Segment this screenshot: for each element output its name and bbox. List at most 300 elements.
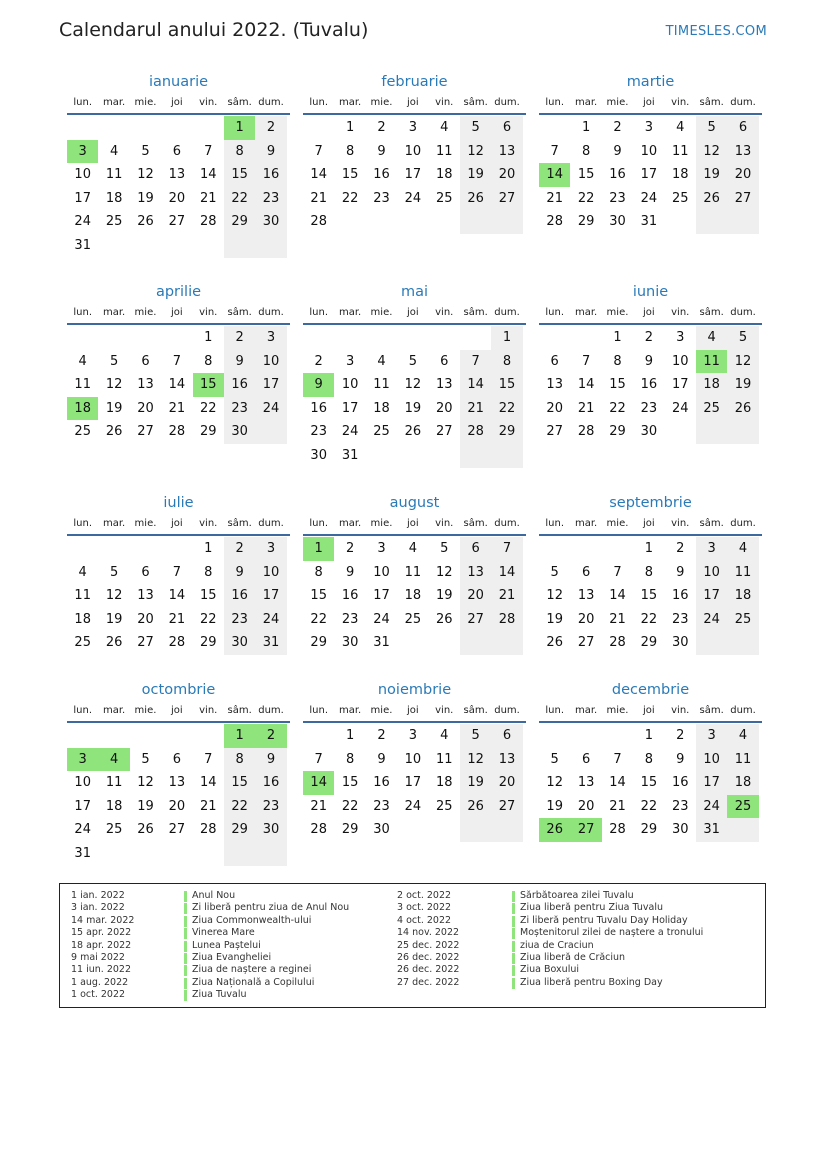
- legend-holiday-marker: [512, 916, 515, 927]
- day-grid: [303, 724, 526, 842]
- day-cell: 4: [440, 120, 449, 135]
- day-cell: 7: [491, 537, 522, 561]
- empty-day-cell: [255, 234, 286, 258]
- day-cell: 4: [408, 541, 417, 556]
- day-cell: 4: [98, 748, 129, 772]
- day-cell: 9: [255, 140, 286, 164]
- day-cell: 18: [435, 775, 453, 791]
- empty-day-cell: [161, 724, 192, 748]
- day-cell: 6: [172, 143, 181, 159]
- legend-holiday-name: Lunea Paștelui: [192, 939, 261, 951]
- month-noiembrie: [303, 679, 526, 842]
- legend-date: 25 dec. 2022: [397, 939, 460, 951]
- legend-holiday-marker: [184, 953, 187, 964]
- day-cell: 11: [373, 377, 390, 393]
- day-grid: [67, 537, 290, 655]
- month-name: ianuarie: [148, 74, 209, 90]
- weekday-label: joi: [407, 97, 419, 108]
- day-cell: 20: [491, 771, 522, 795]
- weekday-label: mar.: [102, 97, 126, 108]
- day-cell: 15: [199, 588, 217, 604]
- day-cell: 19: [696, 163, 727, 187]
- day-cell: 19: [137, 190, 154, 206]
- day-cell: 1: [581, 120, 591, 135]
- legend-holiday-marker: [184, 916, 187, 927]
- day-cell: 13: [137, 377, 154, 393]
- day-cell: 28: [310, 214, 327, 230]
- weekday-header: [67, 93, 290, 115]
- day-cell: 12: [696, 140, 727, 164]
- empty-day-cell: [193, 724, 224, 748]
- day-cell: 6: [460, 537, 491, 561]
- day-cell: 16: [640, 377, 658, 393]
- weekday-label: sâm.: [463, 307, 488, 318]
- legend-date: 27 dec. 2022: [397, 976, 460, 988]
- weekday-label: mar.: [574, 518, 598, 529]
- day-cell: 12: [727, 350, 758, 374]
- day-cell: 5: [141, 143, 150, 159]
- day-cell: 28: [199, 822, 217, 838]
- month-name: mai: [400, 284, 429, 300]
- legend-holiday-name: Ziua liberă de Crăciun: [520, 952, 626, 963]
- day-cell: 31: [255, 631, 286, 655]
- legend-date: 11 iun. 2022: [71, 964, 132, 976]
- weekday-label: joi: [407, 705, 419, 716]
- day-cell: 18: [105, 190, 123, 206]
- day-cell: 30: [671, 635, 689, 651]
- day-cell: 2: [676, 728, 685, 743]
- day-cell: 21: [546, 190, 563, 206]
- page-title: Calendarul anului 2022. (Tuvalu): [59, 19, 369, 41]
- weekday-header: [539, 701, 762, 723]
- day-cell: 30: [255, 818, 286, 842]
- day-cell: 12: [435, 564, 453, 580]
- day-cell: 8: [644, 564, 653, 580]
- day-cell: 19: [404, 400, 422, 416]
- day-cell: 14: [303, 771, 334, 795]
- day-grid: [67, 326, 290, 444]
- day-grid: [67, 116, 290, 258]
- empty-day-cell: [303, 724, 334, 748]
- day-cell: 21: [168, 400, 186, 416]
- day-cell: 22: [341, 798, 359, 814]
- day-cell: 21: [199, 190, 217, 206]
- weekday-label: mar.: [338, 97, 362, 108]
- day-cell: 7: [613, 751, 622, 767]
- legend-holiday-marker: [512, 978, 515, 989]
- day-cell: 24: [74, 822, 91, 838]
- weekday-label: lun.: [309, 705, 329, 716]
- day-cell: 26: [435, 611, 453, 627]
- day-cell: 24: [74, 214, 91, 230]
- day-cell: 25: [435, 798, 453, 814]
- day-cell: 13: [460, 561, 491, 585]
- day-cell: 19: [546, 798, 563, 814]
- day-cell: 9: [377, 751, 386, 767]
- day-cell: 22: [224, 187, 255, 211]
- day-cell: 12: [460, 140, 491, 164]
- weekday-label: sâm.: [699, 518, 724, 529]
- day-cell: 16: [224, 584, 255, 608]
- day-cell: 2: [255, 116, 286, 140]
- weekday-label: joi: [171, 97, 183, 108]
- empty-day-cell: [696, 210, 727, 234]
- day-cell: 23: [671, 611, 689, 627]
- site-logo-text[interactable]: TIMESLES.COM: [665, 24, 767, 39]
- day-cell: 20: [546, 400, 563, 416]
- day-cell: 10: [671, 353, 689, 369]
- empty-day-cell: [429, 326, 460, 350]
- weekday-label: vin.: [671, 518, 690, 529]
- day-cell: 12: [546, 588, 563, 604]
- empty-day-cell: [491, 631, 522, 655]
- empty-day-cell: [429, 631, 460, 655]
- legend-holiday-marker: [512, 928, 515, 939]
- day-cell: 29: [577, 214, 595, 230]
- day-cell: 23: [671, 798, 689, 814]
- day-cell: 7: [314, 143, 323, 159]
- day-cell: 11: [435, 751, 453, 767]
- legend-holiday-marker: [512, 903, 515, 914]
- empty-day-cell: [161, 116, 192, 140]
- day-cell: 17: [74, 798, 91, 814]
- day-cell: 17: [696, 584, 727, 608]
- day-cell: 15: [640, 588, 658, 604]
- day-cell: 18: [696, 373, 727, 397]
- legend-holiday-name: Zi liberă pentru ziua de Anul Nou: [192, 902, 350, 914]
- day-cell: 30: [224, 420, 255, 444]
- empty-day-cell: [303, 116, 334, 140]
- legend-date: 3 oct. 2022: [397, 902, 452, 914]
- day-cell: 5: [550, 751, 559, 767]
- month-name: noiembrie: [377, 682, 452, 698]
- weekday-label: sâm.: [463, 705, 488, 716]
- weekday-label: vin.: [671, 307, 690, 318]
- day-cell: 17: [404, 167, 422, 183]
- day-cell: 9: [644, 353, 653, 369]
- empty-day-cell: [130, 326, 161, 350]
- day-cell: 4: [696, 326, 727, 350]
- day-cell: 6: [172, 751, 181, 767]
- day-cell: 7: [460, 350, 491, 374]
- empty-day-cell: [397, 210, 428, 234]
- day-cell: 14: [539, 163, 570, 187]
- day-cell: 6: [141, 564, 150, 580]
- legend-date: 9 mai 2022: [71, 952, 125, 963]
- day-cell: 25: [435, 190, 453, 206]
- day-cell: 19: [105, 400, 123, 416]
- day-cell: 20: [577, 798, 595, 814]
- day-cell: 23: [640, 400, 658, 416]
- day-cell: 19: [105, 611, 123, 627]
- day-cell: 25: [727, 608, 758, 632]
- month-august: [303, 492, 526, 655]
- day-cell: 4: [78, 353, 87, 369]
- day-cell: 15: [491, 373, 522, 397]
- day-cell: 9: [613, 143, 622, 159]
- day-cell: 21: [491, 584, 522, 608]
- weekday-label: mie.: [370, 518, 393, 529]
- day-cell: 29: [199, 424, 217, 440]
- day-cell: 22: [640, 798, 658, 814]
- day-cell: 25: [671, 190, 689, 206]
- day-cell: 8: [345, 143, 355, 159]
- empty-day-cell: [130, 116, 161, 140]
- day-cell: 22: [491, 397, 522, 421]
- day-cell: 27: [137, 635, 154, 651]
- weekday-header: [539, 93, 762, 115]
- day-cell: 21: [310, 190, 327, 206]
- empty-day-cell: [539, 537, 570, 561]
- legend-date: 26 dec. 2022: [397, 952, 460, 963]
- day-cell: 2: [345, 541, 355, 556]
- weekday-label: sâm.: [227, 518, 252, 529]
- day-cell: 26: [105, 424, 123, 440]
- day-cell: 19: [727, 373, 758, 397]
- day-cell: 15: [224, 771, 255, 795]
- empty-day-cell: [429, 210, 460, 234]
- day-cell: 16: [224, 373, 255, 397]
- weekday-label: lun.: [545, 307, 565, 318]
- day-cell: 14: [577, 377, 595, 393]
- weekday-header: [67, 303, 290, 325]
- weekday-label: lun.: [545, 705, 565, 716]
- empty-day-cell: [366, 210, 397, 234]
- day-cell: 20: [577, 611, 595, 627]
- weekday-label: lun.: [309, 307, 329, 318]
- weekday-label: joi: [171, 307, 183, 318]
- weekday-label: vin.: [435, 97, 454, 108]
- day-cell: 10: [404, 143, 422, 159]
- empty-day-cell: [397, 444, 428, 468]
- day-cell: 12: [105, 377, 123, 393]
- day-cell: 12: [137, 775, 154, 791]
- empty-day-cell: [570, 537, 601, 561]
- day-cell: 22: [341, 190, 359, 206]
- day-cell: 30: [671, 822, 689, 838]
- weekday-header: [67, 701, 290, 723]
- day-cell: 30: [224, 631, 255, 655]
- legend-holiday-name: Ziua Boxului: [520, 964, 579, 976]
- weekday-label: mie.: [370, 705, 393, 716]
- weekday-label: dum.: [494, 97, 520, 108]
- empty-day-cell: [539, 326, 570, 350]
- day-cell: 31: [341, 447, 359, 463]
- day-cell: 10: [696, 561, 727, 585]
- day-cell: 18: [727, 584, 758, 608]
- empty-day-cell: [460, 444, 491, 468]
- weekday-label: mar.: [338, 518, 362, 529]
- day-cell: 2: [314, 353, 323, 369]
- empty-day-cell: [161, 234, 192, 258]
- day-cell: 13: [727, 140, 758, 164]
- day-cell: 4: [676, 120, 685, 135]
- legend-holiday-name: Anul Nou: [192, 890, 236, 901]
- empty-day-cell: [696, 420, 727, 444]
- empty-day-cell: [727, 420, 758, 444]
- weekday-header: [303, 303, 526, 325]
- day-cell: 17: [671, 377, 689, 393]
- empty-day-cell: [460, 631, 491, 655]
- empty-day-cell: [570, 326, 601, 350]
- weekday-label: joi: [171, 518, 183, 529]
- day-cell: 31: [640, 214, 658, 230]
- empty-day-cell: [397, 631, 428, 655]
- day-cell: 29: [341, 822, 359, 838]
- day-cell: 19: [546, 611, 563, 627]
- weekday-label: joi: [171, 705, 183, 716]
- empty-day-cell: [193, 842, 224, 866]
- day-cell: 14: [310, 167, 327, 183]
- weekday-header: [303, 93, 526, 115]
- day-cell: 3: [377, 541, 386, 556]
- day-cell: 26: [546, 635, 563, 651]
- day-cell: 17: [373, 588, 390, 604]
- weekday-label: sâm.: [699, 705, 724, 716]
- weekday-label: dum.: [730, 97, 756, 108]
- day-cell: 17: [696, 771, 727, 795]
- empty-day-cell: [130, 724, 161, 748]
- day-cell: 16: [373, 775, 390, 791]
- day-cell: 5: [109, 564, 119, 580]
- empty-day-cell: [98, 234, 129, 258]
- weekday-label: dum.: [730, 307, 756, 318]
- day-cell: 6: [550, 353, 559, 369]
- day-cell: 17: [404, 775, 422, 791]
- day-cell: 10: [74, 775, 91, 791]
- weekday-label: lun.: [309, 97, 329, 108]
- weekday-label: vin.: [199, 97, 218, 108]
- day-cell: 5: [727, 326, 758, 350]
- month-name: februarie: [381, 74, 448, 90]
- empty-day-cell: [98, 326, 129, 350]
- day-cell: 5: [460, 116, 491, 140]
- day-cell: 22: [199, 400, 217, 416]
- day-cell: 29: [640, 822, 658, 838]
- month-name: aprilie: [155, 284, 202, 300]
- weekday-label: dum.: [494, 518, 520, 529]
- day-cell: 21: [460, 397, 491, 421]
- empty-day-cell: [67, 326, 98, 350]
- day-cell: 5: [550, 564, 559, 580]
- day-cell: 11: [74, 377, 91, 393]
- day-cell: 25: [727, 795, 758, 819]
- day-cell: 14: [199, 775, 217, 791]
- day-cell: 15: [310, 588, 327, 604]
- day-cell: 15: [341, 775, 359, 791]
- weekday-label: dum.: [494, 307, 520, 318]
- empty-day-cell: [602, 724, 633, 748]
- weekday-label: sâm.: [699, 97, 724, 108]
- day-cell: 21: [310, 798, 327, 814]
- month-name: martie: [626, 74, 675, 90]
- day-cell: 23: [255, 795, 286, 819]
- day-cell: 13: [168, 775, 186, 791]
- empty-day-cell: [570, 724, 601, 748]
- legend-holiday-name: Ziua liberă pentru Boxing Day: [520, 976, 663, 988]
- day-cell: 14: [460, 373, 491, 397]
- day-cell: 10: [640, 143, 658, 159]
- day-cell: 4: [109, 143, 119, 159]
- day-cell: 11: [435, 143, 453, 159]
- weekday-label: joi: [643, 705, 655, 716]
- day-cell: 10: [341, 377, 359, 393]
- empty-day-cell: [255, 420, 286, 444]
- day-cell: 6: [491, 116, 522, 140]
- day-cell: 21: [168, 611, 186, 627]
- day-cell: 29: [224, 210, 255, 234]
- day-cell: 23: [224, 397, 255, 421]
- day-cell: 27: [546, 424, 563, 440]
- day-cell: 13: [491, 748, 522, 772]
- day-cell: 30: [310, 447, 327, 463]
- day-cell: 13: [577, 588, 595, 604]
- day-cell: 26: [727, 397, 758, 421]
- day-cell: 14: [609, 588, 626, 604]
- day-cell: 16: [671, 588, 689, 604]
- day-cell: 21: [199, 798, 217, 814]
- day-cell: 9: [377, 143, 386, 159]
- day-cell: 1: [644, 541, 653, 556]
- month-decembrie: [539, 679, 762, 842]
- empty-day-cell: [727, 818, 758, 842]
- empty-day-cell: [491, 210, 522, 234]
- day-cell: 15: [577, 167, 595, 183]
- weekday-label: mar.: [338, 705, 362, 716]
- day-cell: 31: [373, 635, 390, 651]
- day-cell: 16: [609, 167, 626, 183]
- day-cell: 23: [609, 190, 626, 206]
- legend-holiday-marker: [184, 990, 187, 1001]
- weekday-label: dum.: [494, 705, 520, 716]
- month-name: august: [389, 495, 440, 511]
- weekday-label: sâm.: [699, 307, 724, 318]
- day-cell: 11: [404, 564, 422, 580]
- day-cell: 6: [581, 751, 591, 767]
- weekday-label: mie.: [606, 705, 629, 716]
- weekday-label: sâm.: [463, 518, 488, 529]
- weekday-label: dum.: [258, 307, 284, 318]
- weekday-label: mar.: [102, 307, 126, 318]
- month-septembrie: [539, 492, 762, 655]
- day-grid: [539, 326, 762, 444]
- day-cell: 29: [310, 635, 327, 651]
- weekday-label: mie.: [370, 97, 393, 108]
- legend-holiday-marker: [184, 903, 187, 914]
- empty-day-cell: [98, 537, 129, 561]
- day-cell: 20: [137, 400, 154, 416]
- day-cell: 2: [224, 537, 255, 561]
- day-cell: 8: [224, 140, 255, 164]
- month-mai: [303, 281, 526, 468]
- day-cell: 24: [373, 611, 390, 627]
- legend-holiday-marker: [184, 965, 187, 976]
- day-cell: 31: [74, 845, 91, 861]
- month-name: iulie: [163, 495, 194, 511]
- day-cell: 19: [460, 771, 491, 795]
- month-aprilie: [67, 281, 290, 444]
- weekday-label: dum.: [258, 705, 284, 716]
- legend-holiday-name: Sărbătoarea zilei Tuvalu: [520, 890, 634, 901]
- day-cell: 8: [644, 751, 653, 767]
- day-grid: [303, 116, 526, 234]
- day-cell: 17: [640, 167, 658, 183]
- day-cell: 26: [105, 635, 123, 651]
- weekday-label: sâm.: [227, 97, 252, 108]
- day-cell: 24: [404, 798, 422, 814]
- day-cell: 27: [570, 818, 601, 842]
- weekday-label: sâm.: [227, 307, 252, 318]
